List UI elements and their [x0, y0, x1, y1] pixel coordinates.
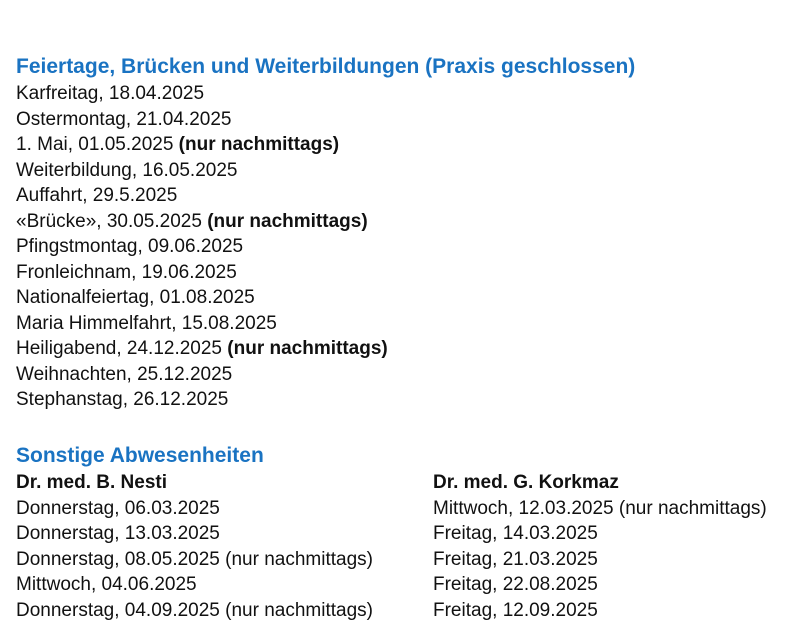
doctor-name: Dr. med. B. Nesti — [16, 472, 167, 493]
holiday-date: Maria Himmelfahrt, 15.08.2025 — [16, 312, 277, 334]
holiday-date: 1. Mai, 01.05.2025 — [16, 134, 174, 155]
holiday-date: Weiterbildung, 16.05.2025 — [16, 159, 238, 181]
holiday-date: Karfreitag, 18.04.2025 — [16, 83, 205, 104]
holiday-item — [16, 336, 388, 362]
absence-date: Donnerstag, 13.03.2025 — [16, 523, 220, 544]
holiday-list — [16, 81, 388, 413]
holiday-item — [16, 158, 388, 184]
absence-date: Donnerstag, 08.05.2025 (nur nachmittags) — [16, 548, 373, 570]
holiday-item — [16, 209, 388, 235]
holiday-date: «Brücke», 30.05.2025 — [16, 210, 202, 232]
holiday-date: Auffahrt, 29.5.2025 — [16, 185, 178, 206]
holiday-note: (nur nachmittags) — [227, 338, 388, 359]
holidays-heading: Feiertage, Brücken und Weiterbildungen (Praxis geschlossen) — [16, 55, 636, 78]
absence-date: Freitag, 12.09.2025 — [433, 599, 598, 621]
absence-date: Freitag, 21.03.2025 — [433, 548, 598, 570]
holiday-date: Pfingstmontag, 09.06.2025 — [16, 236, 244, 257]
absence-date: Freitag, 22.08.2025 — [433, 574, 598, 595]
absence-date: Donnerstag, 06.03.2025 — [16, 497, 220, 519]
holiday-item — [16, 81, 388, 107]
holiday-item — [16, 260, 388, 286]
holiday-item — [16, 107, 388, 133]
absence-date: Mittwoch, 04.06.2025 — [16, 574, 197, 595]
doctor-column-nesti — [16, 470, 373, 623]
holiday-date: Heiligabend, 24.12.2025 — [16, 338, 223, 359]
holiday-note: (nur nachmittags) — [178, 134, 340, 155]
holiday-date: Stephanstag, 26.12.2025 — [16, 389, 229, 410]
doctor-name: Dr. med. G. Korkmaz — [433, 472, 619, 493]
holiday-item — [16, 132, 388, 158]
holiday-item — [16, 234, 388, 260]
holiday-item — [16, 311, 388, 337]
holiday-item — [16, 285, 388, 311]
holiday-date: Weihnachten, 25.12.2025 — [16, 363, 233, 385]
holiday-item — [16, 183, 388, 209]
absence-date: Freitag, 14.03.2025 — [433, 523, 598, 544]
doctor-column-korkmaz — [433, 470, 767, 623]
absences-heading: Sonstige Abwesenheiten — [16, 444, 264, 467]
holiday-date: Fronleichnam, 19.06.2025 — [16, 261, 237, 283]
holiday-item — [16, 387, 388, 413]
absence-date: Mittwoch, 12.03.2025 (nur nachmittags) — [433, 497, 767, 519]
holiday-date: Ostermontag, 21.04.2025 — [16, 108, 232, 130]
holiday-date: Nationalfeiertag, 01.08.2025 — [16, 287, 255, 308]
holiday-item — [16, 362, 388, 388]
holiday-note: (nur nachmittags) — [207, 210, 368, 232]
absence-date: Donnerstag, 04.09.2025 (nur nachmittags) — [16, 599, 373, 621]
